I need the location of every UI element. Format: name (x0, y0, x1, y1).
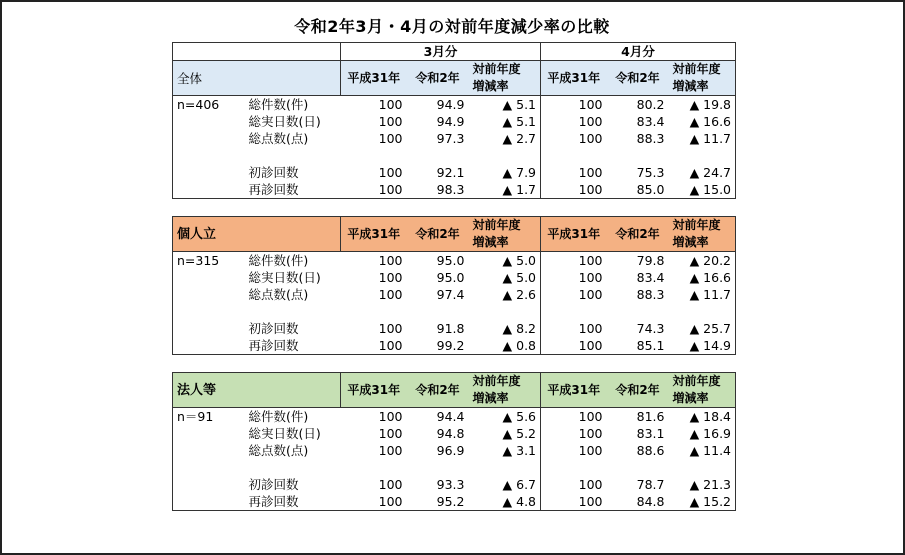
march-current-value: 97.3 (436, 131, 465, 146)
row-label: 再診回数 (245, 181, 341, 199)
april-rate-value: ▲ 15.2 (669, 493, 736, 511)
march-prev-value: 100 (378, 443, 403, 458)
section-gap (173, 199, 736, 217)
april-prev-value: 100 (578, 97, 603, 112)
empty-cell (173, 113, 245, 130)
sample-size: n=406 (173, 96, 245, 114)
section-name: 法人等 (173, 373, 341, 408)
april-rate-value: ▲ 24.7 (669, 164, 736, 181)
empty-cell (173, 425, 245, 442)
section-name: 全体 (173, 61, 341, 96)
april-prev-value: 100 (541, 493, 607, 511)
march-prev-value: 100 (378, 477, 403, 492)
table-row (173, 320, 736, 337)
march-rate-value: ▲ 2.7 (469, 130, 541, 147)
row-label: 再診回数 (245, 337, 341, 355)
col-header-this-year: 令和2年 (407, 373, 469, 408)
april-current-value: 88.3 (636, 287, 665, 302)
row-label: 総件数(件) (248, 97, 309, 112)
march-rate-value: ▲ 5.1 (469, 96, 541, 114)
col-header-this-year: 令和2年 (607, 373, 669, 408)
sample-size: n＝91 (173, 408, 245, 426)
april-rate-value: ▲ 19.8 (669, 96, 736, 114)
col-header-rate-line2: 増減率 (672, 79, 709, 93)
comparison-table (172, 42, 736, 511)
march-rate-value: ▲ 0.8 (469, 337, 541, 355)
col-header-rate-line1: 対前年度 (672, 62, 721, 76)
april-current-value: 85.1 (607, 337, 669, 355)
col-header-rate (669, 373, 736, 408)
march-rate-value: ▲ 6.7 (469, 476, 541, 493)
april-current-value: 85.0 (607, 181, 669, 199)
march-current-value: 95.2 (407, 493, 469, 511)
april-current-value: 74.3 (636, 321, 665, 336)
march-prev-value: 100 (378, 287, 403, 302)
april-prev-value: 100 (578, 426, 603, 441)
col-header-rate-line1: 対前年度 (672, 218, 721, 232)
col-header-rate-line1: 対前年度 (472, 218, 521, 232)
row-label: 総実日数(日) (248, 426, 321, 441)
col-header-rate-line2: 増減率 (672, 391, 709, 405)
march-current-value: 94.8 (436, 426, 465, 441)
table-row (173, 252, 736, 270)
empty-cell (173, 269, 245, 286)
march-current-value: 97.4 (436, 287, 465, 302)
april-current-value: 79.8 (636, 253, 665, 268)
empty-cell (173, 442, 245, 459)
month-header-april: 4月分 (541, 43, 736, 61)
table-row (173, 476, 736, 493)
march-current-value: 94.9 (436, 114, 465, 129)
april-prev-value: 100 (541, 181, 607, 199)
march-rate-value: ▲ 5.1 (469, 113, 541, 130)
april-rate-value: ▲ 16.6 (669, 269, 736, 286)
empty-cell (173, 130, 245, 147)
section-header-row (173, 217, 736, 252)
section-header-row (173, 373, 736, 408)
march-current-value: 99.2 (407, 337, 469, 355)
april-rate-value: ▲ 14.9 (669, 337, 736, 355)
april-rate-value: ▲ 25.7 (669, 320, 736, 337)
table-row (173, 113, 736, 130)
table-row (173, 269, 736, 286)
march-rate-value: ▲ 3.1 (469, 442, 541, 459)
april-rate-value: ▲ 15.0 (669, 181, 736, 199)
march-prev-value: 100 (341, 493, 407, 511)
april-prev-value: 100 (578, 477, 603, 492)
march-rate-value: ▲ 7.9 (469, 164, 541, 181)
march-rate-value: ▲ 1.7 (469, 181, 541, 199)
blank-row (173, 147, 736, 164)
march-prev-value: 100 (378, 426, 403, 441)
empty-cell (173, 320, 245, 337)
march-prev-value: 100 (378, 97, 403, 112)
april-prev-value: 100 (578, 409, 603, 424)
march-current-value: 94.4 (436, 409, 465, 424)
march-rate-value: ▲ 4.8 (469, 493, 541, 511)
march-prev-value: 100 (341, 181, 407, 199)
table-row (173, 425, 736, 442)
col-header-prev-year: 平成31年 (541, 217, 607, 252)
row-label: 初診回数 (248, 477, 299, 492)
col-header-rate-line1: 対前年度 (472, 62, 521, 76)
blank-row (173, 459, 736, 476)
march-rate-value: ▲ 5.0 (469, 252, 541, 270)
page-title: 令和2年3月・4月の対前年度減少率の比較 (294, 17, 610, 36)
table-row (173, 286, 736, 303)
april-prev-value: 100 (578, 321, 603, 336)
april-rate-value: ▲ 18.4 (669, 408, 736, 426)
april-current-value: 83.4 (636, 270, 665, 285)
table-row (173, 408, 736, 426)
april-rate-value: ▲ 11.7 (669, 286, 736, 303)
march-current-value: 91.8 (436, 321, 465, 336)
col-header-rate (469, 217, 541, 252)
march-rate-value: ▲ 5.6 (469, 408, 541, 426)
april-rate-value: ▲ 20.2 (669, 252, 736, 270)
col-header-prev-year: 平成31年 (541, 373, 607, 408)
march-current-value: 92.1 (436, 165, 465, 180)
col-header-this-year: 令和2年 (607, 217, 669, 252)
table-row (173, 181, 736, 199)
section-header-row (173, 61, 736, 96)
april-prev-value: 100 (578, 131, 603, 146)
april-rate-value: ▲ 11.4 (669, 442, 736, 459)
col-header-rate-line2: 増減率 (672, 235, 709, 249)
col-header-prev-year: 平成31年 (341, 373, 407, 408)
col-header-rate-line2: 増減率 (472, 79, 509, 93)
march-current-value: 95.0 (436, 270, 465, 285)
col-header-rate (469, 61, 541, 96)
march-rate-value: ▲ 2.6 (469, 286, 541, 303)
col-header-prev-year: 平成31年 (541, 61, 607, 96)
month-header-march: 3月分 (341, 43, 541, 61)
april-prev-value: 100 (578, 287, 603, 302)
april-prev-value: 100 (578, 165, 603, 180)
march-current-value: 93.3 (436, 477, 465, 492)
sample-size: n=315 (173, 252, 245, 270)
col-header-rate-line1: 対前年度 (672, 374, 721, 388)
march-prev-value: 100 (378, 409, 403, 424)
col-header-rate-line2: 増減率 (472, 235, 509, 249)
col-header-rate (469, 373, 541, 408)
row-label: 総点数(点) (248, 287, 309, 302)
empty-cell (173, 476, 245, 493)
row-label: 初診回数 (248, 321, 299, 336)
april-current-value: 78.7 (636, 477, 665, 492)
empty-cell (173, 337, 245, 355)
row-label: 総実日数(日) (248, 114, 321, 129)
table-row (173, 442, 736, 459)
april-prev-value: 100 (578, 443, 603, 458)
row-label: 総点数(点) (248, 131, 309, 146)
col-header-this-year: 令和2年 (607, 61, 669, 96)
empty-cell (173, 164, 245, 181)
row-label: 再診回数 (245, 493, 341, 511)
march-rate-value: ▲ 5.0 (469, 269, 541, 286)
col-header-prev-year: 平成31年 (341, 61, 407, 96)
col-header-rate (669, 61, 736, 96)
col-header-rate-line1: 対前年度 (472, 374, 521, 388)
march-rate-value: ▲ 8.2 (469, 320, 541, 337)
section-name: 個人立 (173, 217, 341, 252)
april-current-value: 84.8 (607, 493, 669, 511)
march-prev-value: 100 (378, 321, 403, 336)
empty-cell (173, 493, 245, 511)
april-rate-value: ▲ 16.9 (669, 425, 736, 442)
march-prev-value: 100 (378, 114, 403, 129)
april-current-value: 83.1 (636, 426, 665, 441)
row-label: 総実日数(日) (248, 270, 321, 285)
table-row (173, 130, 736, 147)
march-prev-value: 100 (341, 337, 407, 355)
row-label: 総件数(件) (248, 409, 309, 424)
april-current-value: 80.2 (636, 97, 665, 112)
row-label: 初診回数 (248, 165, 299, 180)
col-header-this-year: 令和2年 (407, 61, 469, 96)
row-label: 総点数(点) (248, 443, 309, 458)
table-row (173, 96, 736, 114)
april-current-value: 88.3 (636, 131, 665, 146)
april-prev-value: 100 (541, 337, 607, 355)
march-current-value: 98.3 (407, 181, 469, 199)
april-prev-value: 100 (578, 253, 603, 268)
table-row (173, 164, 736, 181)
april-prev-value: 100 (578, 270, 603, 285)
march-prev-value: 100 (378, 165, 403, 180)
april-current-value: 75.3 (636, 165, 665, 180)
march-current-value: 95.0 (436, 253, 465, 268)
april-current-value: 83.4 (636, 114, 665, 129)
empty-cell (173, 181, 245, 199)
april-current-value: 88.6 (636, 443, 665, 458)
april-rate-value: ▲ 21.3 (669, 476, 736, 493)
table-row (173, 337, 736, 355)
march-prev-value: 100 (378, 270, 403, 285)
month-header-row (173, 43, 736, 61)
april-current-value: 81.6 (636, 409, 665, 424)
col-header-rate-line2: 増減率 (472, 391, 509, 405)
april-rate-value: ▲ 16.6 (669, 113, 736, 130)
empty-cell (173, 286, 245, 303)
march-rate-value: ▲ 5.2 (469, 425, 541, 442)
march-current-value: 94.9 (436, 97, 465, 112)
blank-row (173, 303, 736, 320)
april-rate-value: ▲ 11.7 (669, 130, 736, 147)
march-current-value: 96.9 (436, 443, 465, 458)
table-row (173, 493, 736, 511)
march-prev-value: 100 (378, 253, 403, 268)
col-header-rate (669, 217, 736, 252)
april-prev-value: 100 (578, 114, 603, 129)
march-prev-value: 100 (378, 131, 403, 146)
col-header-this-year: 令和2年 (407, 217, 469, 252)
section-gap (173, 355, 736, 373)
col-header-prev-year: 平成31年 (341, 217, 407, 252)
row-label: 総件数(件) (248, 253, 309, 268)
